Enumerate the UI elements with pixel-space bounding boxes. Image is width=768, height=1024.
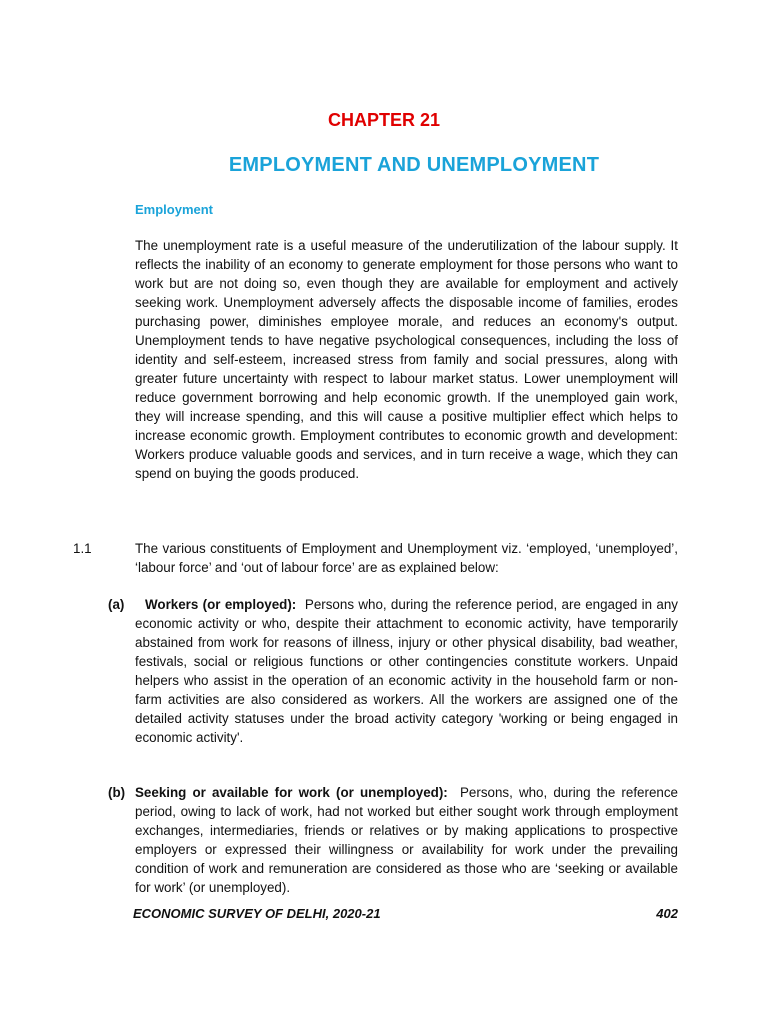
item-b-text: Persons, who, during the reference period, owing to lack of work, had not worked but either sought work through employment exchanges, intermediaries, friends or relatives or by making applications to prospective employers or expressed their willingness or availability for work under the prevailing condition of work and remuneration are considered as those who are ‘seeking or available for work’ (or unemployed).: [135, 785, 678, 895]
item-b-term: Seeking or available for work (or unemployed):: [135, 785, 448, 800]
item-b-paragraph: [135, 783, 678, 897]
item-a-paragraph: [135, 595, 678, 747]
intro-paragraph: The unemployment rate is a useful measure of the underutilization of the labour supply. It reflects the inability of an economy to generate employment for those persons who want to work but are not doing so, even though they are available for employment and actively seeking work. Unemployment adversely affects the disposable income of families, erodes purchasing power, diminishes employee morale, and reduces an economy's output. Unemployment tends to have negative psychological consequences, including the loss of identity and self-esteem, increased stress from family and social pressures, along with greater future uncertainty with respect to labour market status. Lower unemployment will reduce government borrowing and help economic growth. If the unemployed gain work, they will increase spending, and this will cause a positive multiplier effect which helps to increase economic growth. Employment contributes to economic growth and development: Workers produce valuable goods and services, and in turn receive a wage, which they can spend on buying the goods produced.: [135, 238, 678, 481]
point-paragraph: The various constituents of Employment and Unemployment viz. ‘employed, ‘unemployed’, ‘labour force’ and ‘out of labour force’ are as explained below:: [135, 541, 678, 575]
section-heading: Employment: [135, 202, 214, 217]
item-b-label: (b): [108, 785, 126, 800]
chapter-number: CHAPTER 21: [327, 110, 441, 130]
item-a-term: Workers (or employed):: [145, 597, 297, 612]
footer-page-number: 402: [656, 906, 678, 921]
footer-publication: ECONOMIC SURVEY OF DELHI, 2020-21: [133, 906, 381, 921]
chapter-title: EMPLOYMENT AND UNEMPLOYMENT: [228, 154, 600, 176]
point-number: 1.1: [73, 541, 92, 556]
item-a-label: (a): [108, 597, 125, 612]
page-footer: [133, 906, 678, 921]
item-a-text: Persons who, during the reference period, are engaged in any economic activity or who, despite their attachment to economic activity, have temporarily abstained from work for reasons of illness, injury or other physical disability, bad weather, festivals, social or religious functions or other contingencies constitute workers. Unpaid helpers who assist in the operation of an economic activity in the household farm or non-farm activities are also considered as workers. All the workers are assigned one of the detailed activity statuses under the broad activity category 'working or being engaged in economic activity'.: [135, 597, 678, 745]
